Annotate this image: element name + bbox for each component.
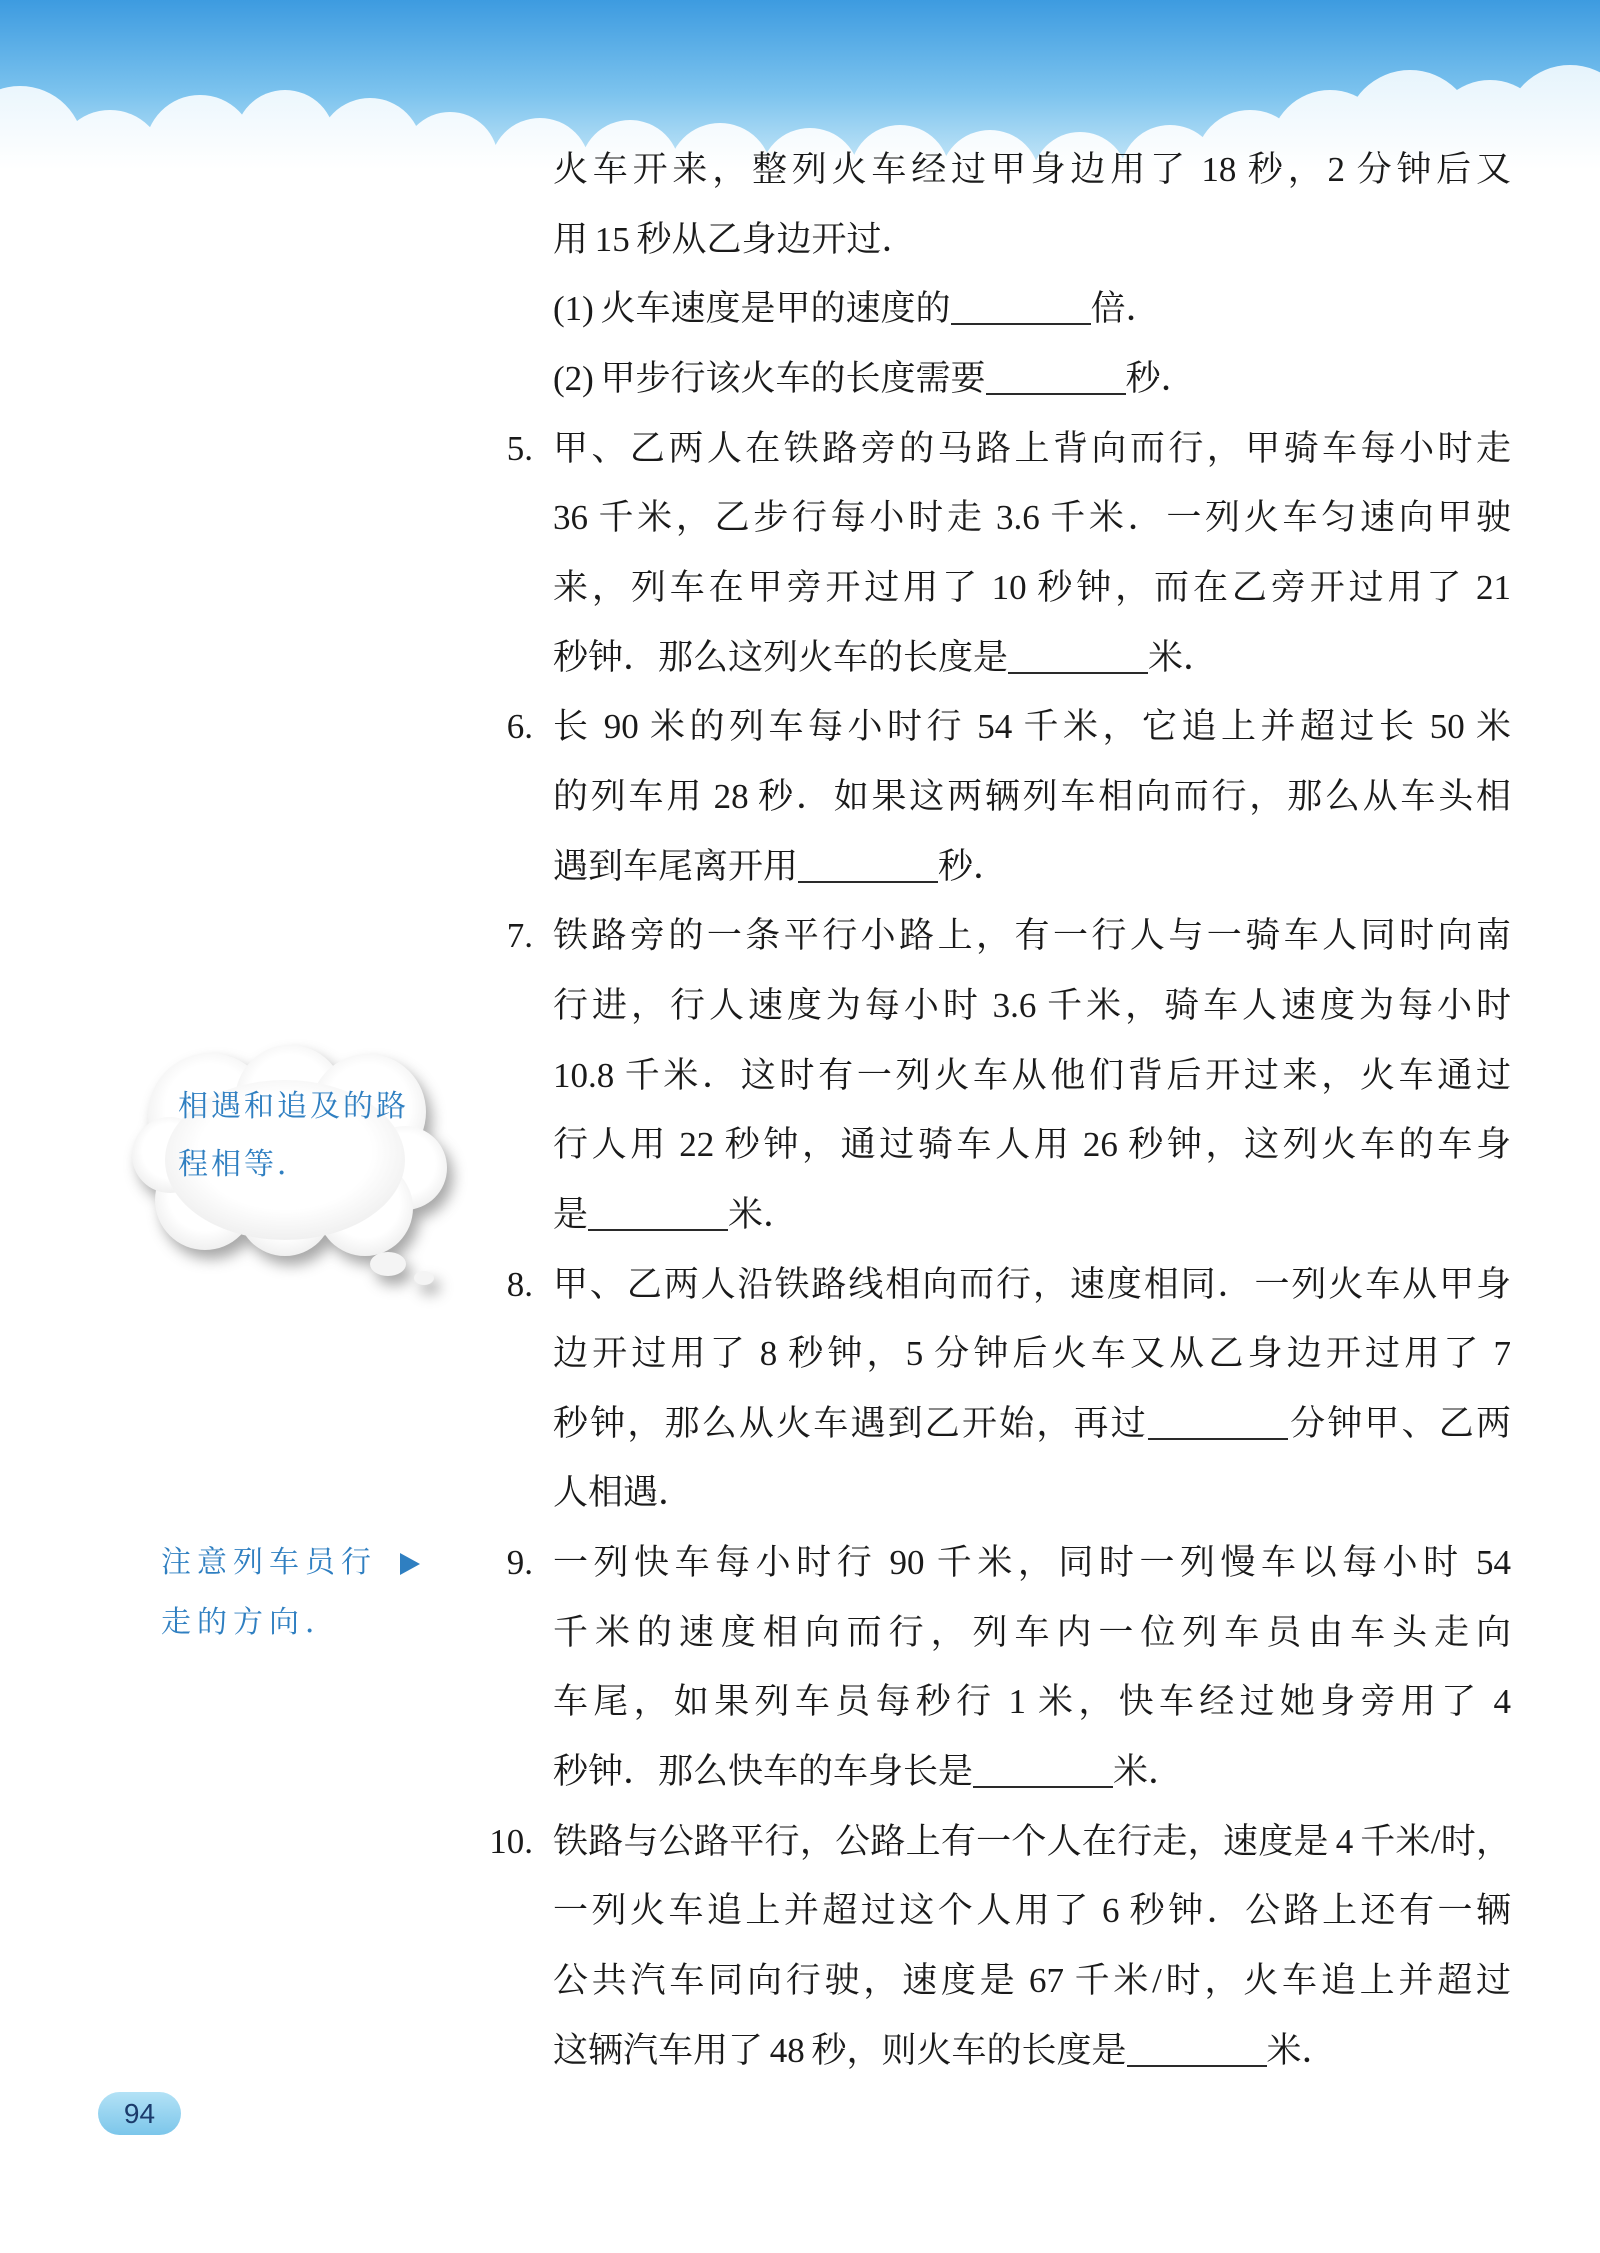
problem-text: 行进，行人速度为每小时 3.6 千米，骑车人速度为每小时 [553, 985, 1511, 1025]
answer-blank [1008, 642, 1148, 674]
problem-line [453, 971, 1573, 1041]
problem-number: 9. [506, 1543, 533, 1583]
answer-blank [951, 293, 1091, 325]
triangle-right-icon [398, 1551, 422, 1577]
problem-text: 千米的速度相向而行，列车内一位列车员由车头走向 [553, 1612, 1511, 1652]
problem-line [453, 762, 1573, 832]
problem-line [453, 344, 1573, 414]
problem-number: 7. [506, 916, 533, 956]
page-number-badge: 94 [98, 2092, 181, 2135]
bubble-note-line: 相遇和追及的路 [178, 1090, 409, 1123]
problem-text: 边开过用了 8 秒钟，5 分钟后火车又从乙身边开过用了 7 [553, 1334, 1511, 1374]
problem-number: 6. [506, 707, 533, 747]
problem-line [453, 205, 1573, 275]
problem-line [453, 135, 1573, 205]
problem-line [453, 274, 1573, 344]
problem-line [453, 1598, 1573, 1668]
hint-note-line: 注意列车员行 [161, 1546, 377, 1579]
problem-text: 来，列车在甲旁开过用了 10 秒钟，而在乙旁开过用了 21 [553, 567, 1511, 607]
problem-text: 车尾，如果列车员每秒行 1 米，快车经过她身旁用了 4 [553, 1682, 1511, 1722]
problem-line [453, 1458, 1573, 1528]
problem-text: 铁路与公路平行，公路上有一个人在行走，速度是 4 千米/时， [553, 1821, 1511, 1861]
bubble-note-line: 程相等． [178, 1148, 310, 1181]
problem-text: 一列快车每小时行 90 千米，同时一列慢车以每小时 54 [553, 1543, 1511, 1583]
problem-text: 的列车用 28 秒．如果这两辆列车相向而行，那么从车头相 [553, 776, 1511, 816]
problem-text: 甲、乙两人沿铁路线相向而行，速度相同．一列火车从甲身 [553, 1264, 1511, 1304]
exercise-list [453, 135, 1573, 2085]
problem-line [453, 832, 1573, 902]
answer-blank [798, 851, 938, 883]
problem-text: 甲、乙两人在铁路旁的马路上背向而行，甲骑车每小时走 [553, 428, 1511, 468]
problem-line [453, 483, 1573, 553]
problem-line [453, 1946, 1573, 2016]
problem-text: 长 90 米的列车每小时行 54 千米，它追上并超过长 50 米 [553, 707, 1511, 747]
problem-text [553, 1737, 1511, 1807]
text-after-blank: 米． [1266, 2030, 1337, 2070]
text-after-blank: 秒． [1125, 358, 1196, 398]
problem-number: 5. [506, 428, 533, 468]
hint-note-line: 走的方向． [161, 1606, 341, 1639]
answer-blank [973, 1756, 1113, 1788]
problem-text: 火车开来，整列火车经过甲身边用了 18 秒，2 分钟后又 [553, 150, 1511, 189]
answer-blank [986, 363, 1126, 395]
answer-blank [1148, 1408, 1288, 1440]
problem-line [453, 1876, 1573, 1946]
text-after-blank: 米． [1148, 637, 1219, 677]
text-before-blank: 秒钟．那么这列火车的长度是 [553, 637, 1009, 677]
problem-line [453, 1737, 1573, 1807]
problem-text: 公共汽车同向行驶，速度是 67 千米/时，火车追上并超过 [553, 1961, 1511, 2001]
text-after-blank: 秒． [938, 846, 1009, 886]
problem-text: 行人用 22 秒钟，通过骑车人用 26 秒钟，这列火车的车身 [553, 1125, 1511, 1165]
text-before-blank: 秒钟．那么快车的车身长是 [553, 1752, 974, 1792]
bubble-note [178, 1078, 409, 1194]
text-before-blank: (1) 火车速度是甲的速度的 [553, 289, 951, 329]
answer-blank [588, 1199, 728, 1231]
problem-line [453, 1528, 1573, 1598]
problem-text [553, 832, 1511, 902]
problem-line [453, 1180, 1573, 1250]
problem-text: 一列火车追上并超过这个人用了 6 秒钟．公路上还有一辆 [553, 1891, 1511, 1931]
problem-text [553, 274, 1511, 344]
problem-text [553, 2016, 1511, 2086]
text-after-blank: 倍． [1090, 289, 1161, 329]
problem-number: 10. [489, 1821, 533, 1861]
problem-line [453, 1667, 1573, 1737]
problem-text: 人相遇． [553, 1473, 694, 1513]
problem-line [453, 623, 1573, 693]
text-after-blank: 米． [728, 1194, 799, 1234]
problem-text [553, 1180, 1511, 1250]
problem-line [453, 901, 1573, 971]
problem-line [453, 1807, 1573, 1877]
text-after-blank: 米． [1113, 1752, 1184, 1792]
problem-line [453, 2016, 1573, 2086]
text-before-blank: 是 [553, 1194, 589, 1234]
problem-line [453, 692, 1573, 762]
problem-line [453, 1110, 1573, 1180]
problem-text: 铁路旁的一条平行小路上，有一行人与一骑车人同时向南 [553, 916, 1511, 956]
problem-line [453, 414, 1573, 484]
problem-line [453, 1389, 1573, 1459]
problem-text [553, 623, 1511, 693]
problem-text [553, 344, 1511, 414]
problem-text: 10.8 千米．这时有一列火车从他们背后开过来，火车通过 [553, 1055, 1511, 1095]
answer-blank [1127, 2035, 1267, 2067]
text-before-blank: 这辆汽车用了 48 秒，则火车的长度是 [553, 2030, 1127, 2070]
problem-text: 用 15 秒从乙身边开过． [553, 219, 917, 259]
text-after-blank: 分钟甲、乙两 [1287, 1403, 1511, 1443]
problem-number: 8. [506, 1264, 533, 1304]
text-before-blank: (2) 甲步行该火车的长度需要 [553, 358, 986, 398]
problem-line [453, 1319, 1573, 1389]
problem-text [553, 1389, 1511, 1459]
text-before-blank: 秒钟，那么从火车遇到乙开始，再过 [553, 1403, 1148, 1443]
problem-text: 36 千米，乙步行每小时走 3.6 千米．一列火车匀速向甲驶 [553, 498, 1511, 538]
problem-line [453, 1250, 1573, 1320]
problem-line [453, 553, 1573, 623]
text-before-blank: 遇到车尾离开用 [553, 846, 799, 886]
hint-note [161, 1533, 377, 1653]
problem-line [453, 1041, 1573, 1111]
